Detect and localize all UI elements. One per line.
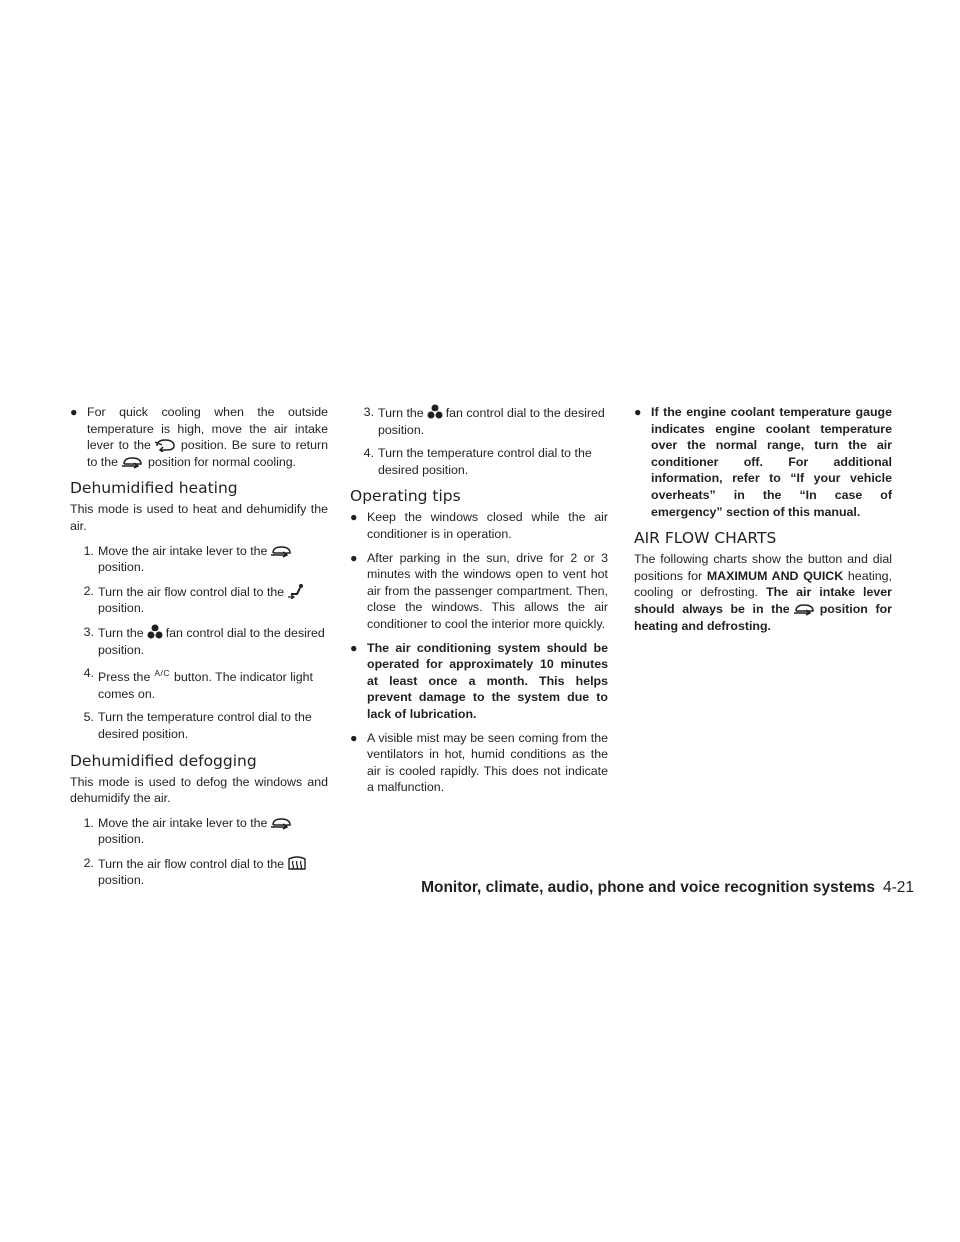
list-item: 3. Turn the fan control dial to the desired position. [363, 405, 605, 437]
list-item: 1. Move the air intake lever to theposition. [70, 815, 328, 848]
list-item: 4. Turn the temperature control dial to the desired position. [363, 446, 592, 477]
list-item: ● Keep the windows closed while the air conditioner is in operation. [350, 510, 608, 541]
foot-airflow-icon [287, 583, 305, 599]
list-item: ● A visible mist may be seen coming from the ventilators in hot, humid conditions as the air is cooled rapidly. This does not indicate a malfunction. [350, 730, 608, 795]
recirculate-air-icon [154, 438, 178, 452]
fan-icon [147, 624, 163, 640]
section-heading: Dehumidified defogging [70, 751, 257, 770]
column-left [70, 404, 328, 896]
bullet: ● [634, 405, 642, 419]
bullet: ● [70, 405, 78, 419]
outside-air-icon [270, 816, 294, 830]
list-item: ● After parking in the sun, drive for 2 or 3 minutes with the windows open to vent hot air from the passenger compartment. Then, close the windows. This allows the air conditioner to cool the interior more quickly. [350, 550, 608, 631]
ac-icon: A/C [154, 668, 171, 679]
list-item: 4. Press the $^{A/C}$ button. The indicator light comes on. [83, 666, 313, 701]
column-right [634, 404, 892, 634]
bullet: ● [350, 550, 358, 565]
fan-icon [427, 404, 443, 420]
list-item: 2. Turn the air flow control dial to theposition. [70, 583, 328, 617]
section-heading: Dehumidified heating [70, 479, 238, 498]
section-heading: AIR FLOW CHARTS [634, 529, 777, 548]
footer-title: Monitor, climate, audio, phone and voice recognition systems [421, 879, 875, 896]
list-item: 1. Move the air intake lever to theposition. [70, 543, 328, 576]
page-number: 4-21 [882, 879, 914, 896]
list-item: 2. Turn the air flow control dial to theposition. [70, 855, 328, 889]
bullet: ● [350, 730, 358, 745]
section-heading: Operating tips [350, 487, 461, 506]
page-footer [421, 880, 914, 897]
outside-air-icon [270, 544, 294, 558]
outside-air-icon [793, 602, 817, 616]
list-item: 3. Turn the fan control dial to the desired position. [83, 624, 325, 657]
paragraph: This mode is used to heat and dehumidify the air. [70, 502, 328, 533]
warning-item: ● If the engine coolant temperature gauge indicates engine coolant temperature over the normal range, turn the air conditioner off. For additional information, refer to “If your vehicle overheats” in the “In case of emergency” section of this manual. [634, 405, 892, 519]
list-item: ● For quick cooling when the outside temperature is high, move the air intake lever to the position. Be sure to return to the position for normal cooling. [70, 405, 328, 469]
bullet: ● [350, 510, 358, 525]
list-item: 5. Turn the temperature control dial to the desired position. [83, 710, 312, 741]
list-item: ● The air conditioning system should be operated for approximately 10 minutes at least once a month. This helps prevent damage to the system due to lack of lubrication. [350, 640, 608, 721]
outside-air-icon [121, 455, 145, 469]
paragraph: This mode is used to defog the windows and dehumidify the air. [70, 774, 328, 806]
paragraph: The following charts show the button and dial positions for MAXIMUM AND QUICK heating, cooling or defrosting. The air intake lever should always be in the position for heating and defrosting. [634, 552, 892, 633]
bullet: ● [350, 640, 358, 655]
defrost-icon [287, 855, 307, 871]
column-middle [350, 404, 608, 803]
